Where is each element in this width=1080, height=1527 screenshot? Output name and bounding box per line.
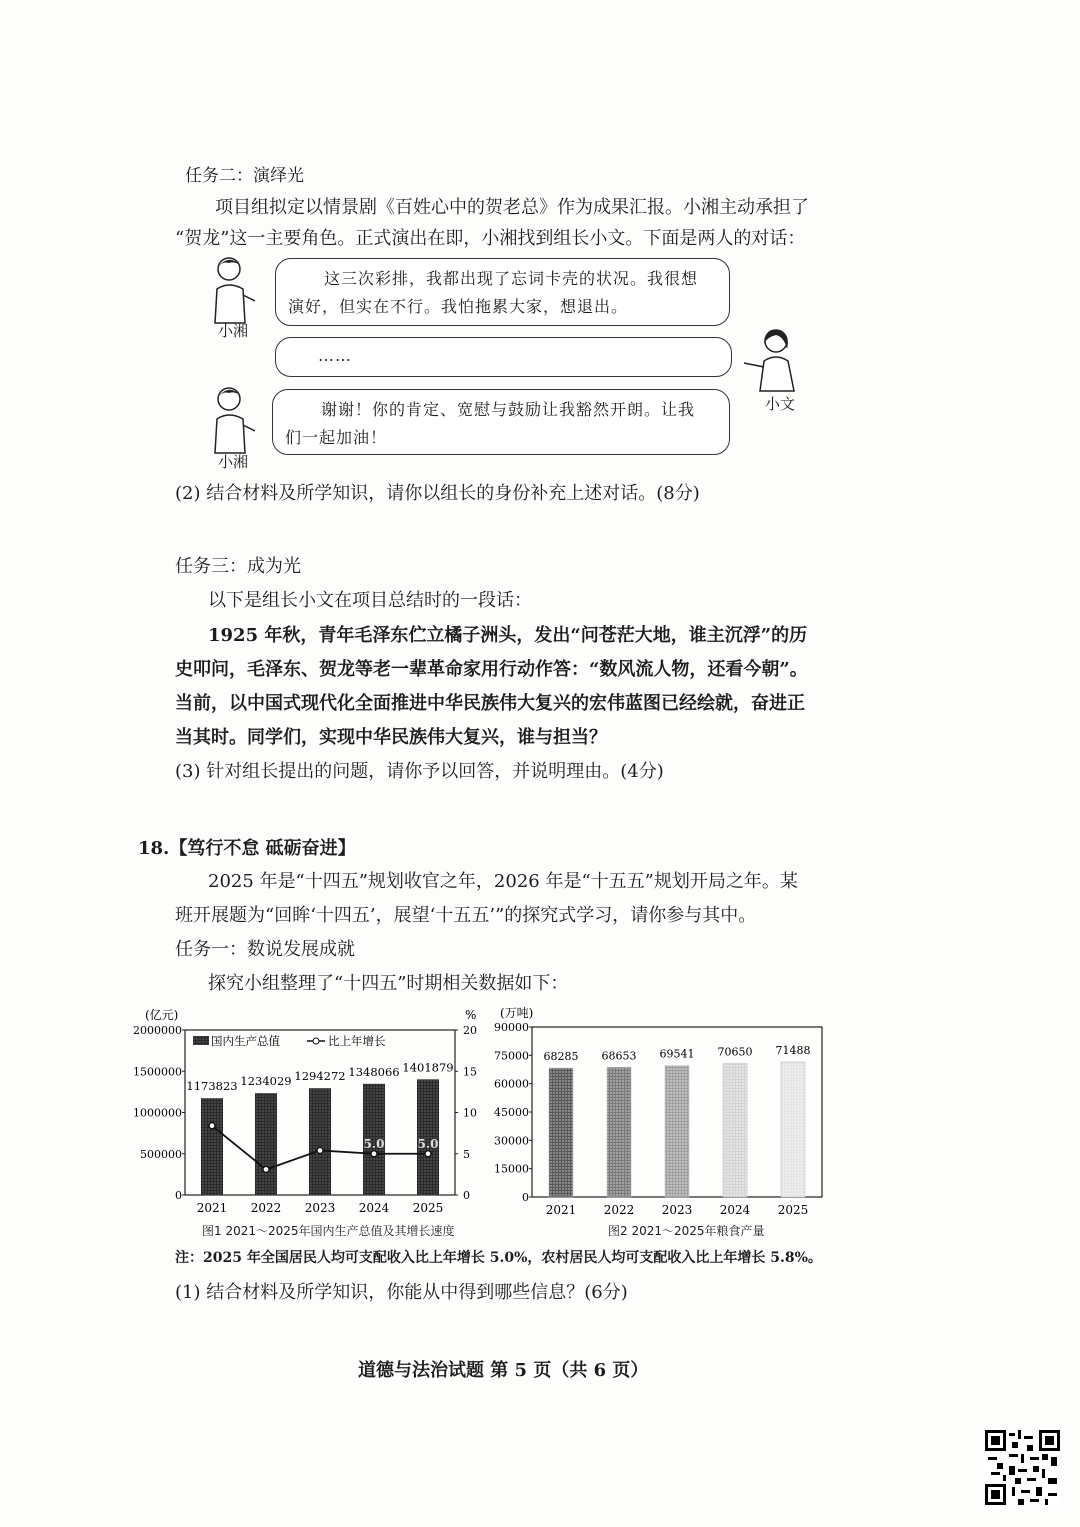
chart-gdp xyxy=(130,1005,490,1220)
task2-paragraph-line2: “贺龙”这一主要角色。正式演出在即，小湘找到组长小文。下面是两人的对话： xyxy=(175,228,806,249)
chart1-bar-label: 1173823 xyxy=(186,1079,238,1094)
chart1-bar xyxy=(309,1088,331,1195)
chart2-bar xyxy=(549,1068,573,1197)
chart2-ytick: 90000 xyxy=(494,1021,529,1034)
chart1-title: 图1 2021～2025年国内生产总值及其增长速度 xyxy=(202,1224,455,1238)
chart1-growth-point xyxy=(371,1151,377,1157)
question-3: (3) 针对组长提出的问题，请你予以回答，并说明理由。(4分) xyxy=(175,761,664,782)
chart1-legend-swatch-bar xyxy=(193,1036,209,1045)
bubble1-line1: 这三次彩排，我都出现了忘词卡壳的状况。我很想 xyxy=(324,269,699,288)
chart2-ylabel: (万吨) xyxy=(500,1006,534,1020)
q18-line2: 班开展题为“回眸‘十四五’，展望‘十五五’”的探究式学习，请你参与其中。 xyxy=(175,905,757,926)
chart2-ytick: 0 xyxy=(522,1191,529,1204)
bubble3-line2: 们一起加油！ xyxy=(285,428,388,447)
chart1-ytick-right: 15 xyxy=(463,1065,477,1079)
chart1-legend-growth: 比上年增长 xyxy=(328,1034,386,1048)
student-xiaowen-figure xyxy=(738,325,803,395)
question-1: (1) 结合材料及所学知识，你能从中得到哪些信息？(6分) xyxy=(175,1282,628,1303)
speaker-xiaoxiang-2: 小湘 xyxy=(218,453,249,471)
chart2-ytick: 30000 xyxy=(494,1134,529,1148)
chart2-bar-label: 68285 xyxy=(543,1050,579,1064)
bubble3-line1: 谢谢！你的肯定、宽慰与鼓励让我豁然开朗。让我 xyxy=(321,400,696,419)
chart2-bar-label: 70650 xyxy=(717,1045,753,1059)
chart2-xtick: 2025 xyxy=(777,1203,809,1217)
task3-heading: 任务三：成为光 xyxy=(175,556,301,577)
task3-intro: 以下是组长小文在项目总结时的一段话： xyxy=(208,590,532,611)
chart2-bar xyxy=(665,1066,689,1197)
chart1-ylabel-left: (亿元) xyxy=(145,1008,179,1022)
chart1-legend-swatch-point xyxy=(313,1038,319,1044)
qr-code-icon xyxy=(985,1430,1060,1505)
chart2-xtick: 2021 xyxy=(545,1203,577,1217)
chart1-growth-point xyxy=(425,1151,431,1157)
speaker-xiaowen: 小文 xyxy=(765,395,796,413)
task3-line4: 当其时。同学们，实现中华民族伟大复兴，谁与担当？ xyxy=(175,727,607,748)
chart2-bar-label: 68653 xyxy=(601,1049,637,1063)
chart1-xtick: 2021 xyxy=(196,1201,228,1215)
chart-grain xyxy=(490,1005,830,1220)
chart1-ytick-right: 20 xyxy=(463,1024,477,1037)
chart1-bar xyxy=(201,1098,223,1195)
page-footer: 道德与法治试题 第 5 页（共 6 页） xyxy=(358,1360,649,1381)
chart2-ytick: 45000 xyxy=(494,1106,529,1119)
chart2-bar xyxy=(723,1064,747,1197)
chart1-bar-label: 1401879 xyxy=(402,1060,454,1075)
chart1-growth-point xyxy=(263,1166,269,1172)
dialogue-bubble-1 xyxy=(275,258,730,326)
chart2-xtick: 2023 xyxy=(661,1203,693,1217)
chart2-xtick: 2024 xyxy=(719,1203,751,1217)
chart1-ytick-left: 2000000 xyxy=(133,1024,182,1037)
chart1-xtick: 2022 xyxy=(250,1201,282,1215)
task2-paragraph-line1: 项目组拟定以情景剧《百姓心中的贺老总》作为成果汇报。小湘主动承担了 xyxy=(215,197,809,218)
chart1-ytick-left: 1500000 xyxy=(133,1065,182,1079)
bubble2-text: …… xyxy=(318,346,352,365)
chart2-ytick: 15000 xyxy=(494,1162,529,1176)
chart1-ytick-right: 10 xyxy=(463,1106,477,1120)
task3-line1: 1925 年秋，青年毛泽东伫立橘子洲头，发出“问苍茫大地，谁主沉浮”的历 xyxy=(208,625,808,646)
chart2-ytick: 60000 xyxy=(494,1077,529,1091)
chart2-ytick: 75000 xyxy=(494,1049,529,1063)
chart1-ytick-left: 0 xyxy=(175,1189,182,1202)
chart1-ytick-right: 5 xyxy=(463,1147,470,1161)
chart1-growth-point xyxy=(317,1147,323,1153)
chart2-bar-label: 69541 xyxy=(659,1047,695,1061)
chart2-bar xyxy=(781,1062,805,1197)
q18-task1: 任务一：数说发展成就 xyxy=(175,939,355,960)
chart1-ylabel-right: % xyxy=(465,1008,477,1022)
dialogue-bubble-3 xyxy=(272,389,730,455)
chart1-growth-label: 5.0 xyxy=(417,1136,439,1151)
chart1-bar-label: 1294272 xyxy=(294,1069,346,1084)
chart1-xtick: 2024 xyxy=(358,1201,390,1215)
task2-heading: 任务二：演绎光 xyxy=(185,166,304,186)
q18-heading: 18.【笃行不怠 砥砺奋进】 xyxy=(138,838,356,859)
chart1-growth-label: 5.0 xyxy=(363,1136,385,1151)
chart1-xtick: 2025 xyxy=(412,1201,444,1215)
bubble1-line2: 演好，但实在不行。我怕拖累大家，想退出。 xyxy=(288,297,629,316)
chart1-bar xyxy=(255,1093,277,1195)
chart1-xtick: 2023 xyxy=(304,1201,336,1215)
chart1-ytick-right: 0 xyxy=(463,1189,470,1202)
chart1-ytick-left: 500000 xyxy=(140,1147,182,1161)
chart2-xtick: 2022 xyxy=(603,1203,635,1217)
question-2: (2) 结合材料及所学知识，请你以组长的身份补充上述对话。(8分) xyxy=(175,483,700,504)
student-xiaoxiang-figure-1 xyxy=(205,255,265,330)
task3-line3: 当前，以中国式现代化全面推进中华民族伟大复兴的宏伟蓝图已经绘就，奋进正 xyxy=(175,693,805,714)
chart2-bar-label: 71488 xyxy=(775,1043,811,1057)
q18-line1: 2025 年是“十四五”规划收官之年，2026 年是“十五五”规划开局之年。某 xyxy=(208,871,798,892)
student-xiaoxiang-figure-2 xyxy=(205,385,265,460)
speaker-xiaoxiang-1: 小湘 xyxy=(218,322,249,340)
chart1-growth-point xyxy=(209,1123,215,1129)
chart1-bar-label: 1348066 xyxy=(348,1064,400,1079)
chart1-legend-gdp: 国内生产总值 xyxy=(211,1034,280,1048)
chart1-bar-label: 1234029 xyxy=(240,1074,292,1089)
task3-line2: 史叩问，毛泽东、贺龙等老一辈革命家用行动作答：“数风流人物，还看今朝”。 xyxy=(175,659,808,680)
dialogue-bubble-2 xyxy=(275,337,732,377)
chart2-bar xyxy=(607,1067,631,1197)
q18-intro: 探究小组整理了“十四五”时期相关数据如下： xyxy=(208,973,569,994)
data-note: 注：2025 年全国居民人均可支配收入比上年增长 5.0%，农村居民人均可支配收入比上年增长 5.8%。 xyxy=(175,1250,822,1266)
chart2-title: 图2 2021～2025年粮食产量 xyxy=(608,1224,765,1238)
chart1-ytick-left: 1000000 xyxy=(133,1106,182,1120)
